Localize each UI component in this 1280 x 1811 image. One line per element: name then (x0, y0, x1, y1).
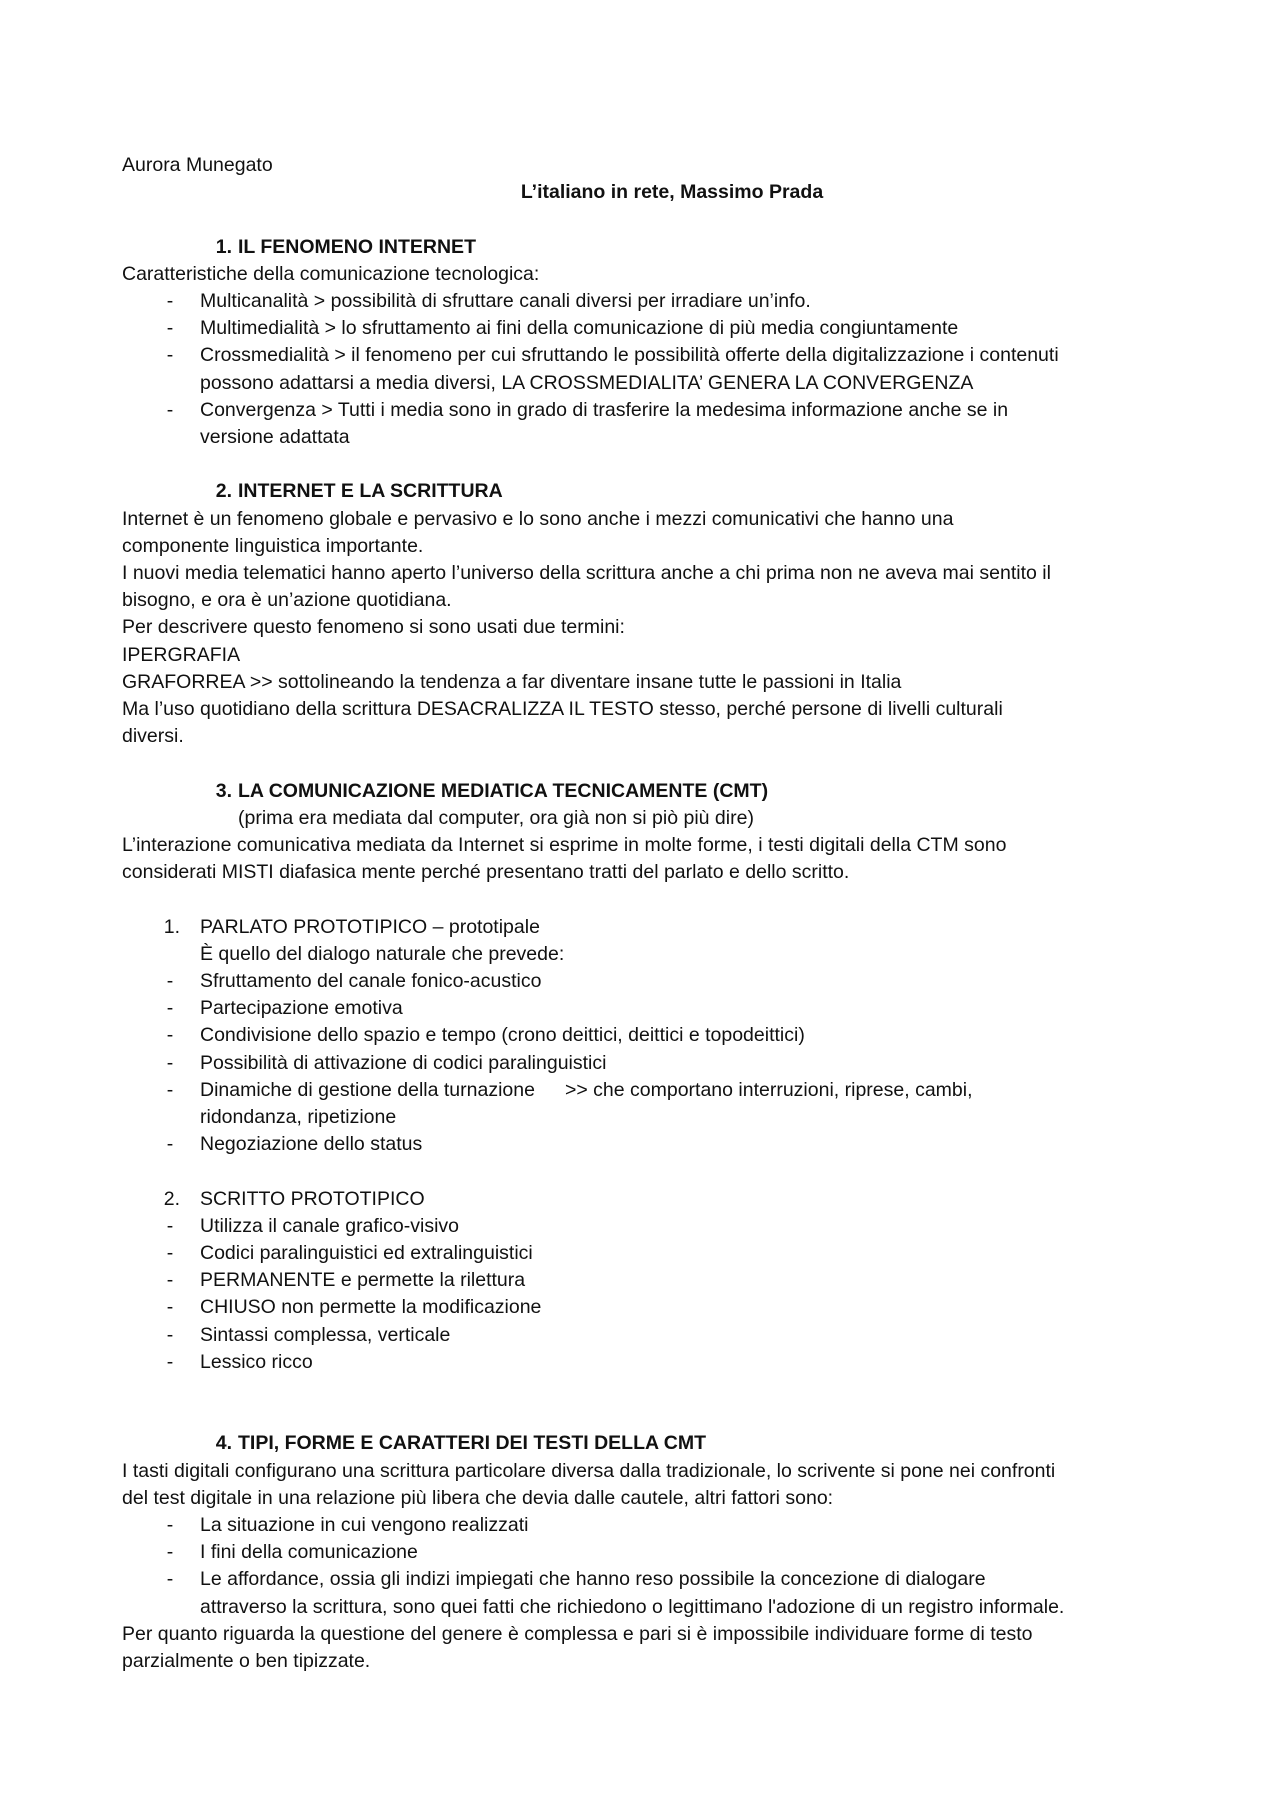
term-graforrea: GRAFORREA >> sottolineando la tendenza a far diventare insane tutte le passioni in Italia (122, 670, 902, 693)
list-item: - Negoziazione dello status (122, 1131, 1162, 1158)
section-4-heading (122, 1430, 1162, 1457)
section-number: 2. (215, 480, 232, 503)
bullet-dash: - (166, 1024, 174, 1047)
list-item: - Crossmedialità > il fenomeno per cui sfruttando le possibilità offerte della digitalizzazione i contenuti (122, 342, 1162, 369)
bullet-dash: - (166, 1051, 174, 1074)
subsection-scritto: 2. SCRITTO PROTOTIPICO (122, 1186, 1162, 1213)
paragraph-line: Per descrivere questo fenomeno si sono usati due termini: (122, 616, 625, 639)
bullet-dash: - (166, 1296, 174, 1319)
bullet-dash: - (166, 1078, 174, 1101)
list-item: - CHIUSO non permette la modificazione (122, 1294, 1162, 1321)
list-item: - PERMANENTE e permette la rilettura (122, 1267, 1162, 1294)
bullet-dash: - (166, 1350, 174, 1373)
bullet-dash: - (166, 317, 174, 340)
bullet-dash: - (166, 1133, 174, 1156)
paragraph-line: I nuovi media telematici hanno aperto l’universo della scrittura anche a chi prima non ne aveva mai sentito il (122, 562, 1051, 585)
list-item: - Dinamiche di gestione della turnazione >> che comportano interruzioni, riprese, cambi, (122, 1077, 1162, 1104)
section-3-subnote: (prima era mediata dal computer, ora già non si piò più dire) (238, 806, 754, 829)
paragraph-line: parzialmente o ben tipizzate. (122, 1650, 371, 1673)
section-3-heading (122, 778, 1162, 805)
paragraph-line: del test digitale in una relazione più libera che devia dalle cautele, altri fattori sono: (122, 1486, 834, 1509)
list-item: - Condivisione dello spazio e tempo (crono deittici, deittici e topodeittici) (122, 1022, 1162, 1049)
list-item: - Multimedialità > lo sfruttamento ai fini della comunicazione di più media congiuntamente (122, 315, 1162, 342)
list-item-continuation: versione adattata (200, 426, 350, 449)
turnazione-note: >> che comportano interruzioni, riprese, cambi, (564, 1078, 973, 1101)
paragraph-line: bisogno, e ora è un’azione quotidiana. (122, 589, 452, 612)
section-number: 1. (215, 235, 232, 258)
list-item: - Le affordance, ossia gli indizi impiegati che hanno reso possibile la concezione di dialogare (122, 1566, 1162, 1593)
paragraph-line: Internet è un fenomeno globale e pervasivo e lo sono anche i mezzi comunicativi che hanno una (122, 507, 954, 530)
section-1-intro: Caratteristiche della comunicazione tecnologica: (122, 262, 540, 285)
list-item: - Utilizza il canale grafico-visivo (122, 1213, 1162, 1240)
section-number: 4. (215, 1432, 232, 1455)
bullet-dash: - (166, 398, 174, 421)
list-item: - I fini della comunicazione (122, 1539, 1162, 1566)
list-item: - Sintassi complessa, verticale (122, 1322, 1162, 1349)
bullet-dash: - (166, 290, 174, 312)
paragraph-line: Ma l’uso quotidiano della scrittura DESACRALIZZA IL TESTO stesso, perché persone di livelli culturali (122, 698, 1003, 721)
list-item: - Possibilità di attivazione di codici paralinguistici (122, 1050, 1162, 1077)
list-item: - Codici paralinguistici ed extralinguistici (122, 1240, 1162, 1267)
term-ipergrafia: IPERGRAFIA (122, 643, 241, 666)
list-item-continuation: attraverso la scrittura, sono quei fatti che richiedono o legittimano l'adozione di un registro informale. (200, 1595, 1065, 1618)
subsection-number: 2. (163, 1187, 180, 1210)
paragraph-line: componente linguistica importante. (122, 534, 424, 557)
paragraph-line: diversi. (122, 725, 184, 748)
bullet-dash: - (166, 997, 174, 1020)
bullet-dash: - (166, 1214, 174, 1237)
list-item: - Multicanalità > possibilità di sfruttare canali diversi per irradiare un’info. (122, 288, 1162, 315)
subsection-intro: È quello del dialogo naturale che prevede: (200, 942, 565, 965)
bullet-dash: - (166, 970, 174, 993)
list-item: - La situazione in cui vengono realizzati (122, 1512, 1162, 1539)
subsection-number: 1. (163, 915, 180, 938)
list-item: - Convergenza > Tutti i media sono in grado di trasferire la medesima informazione anche se in (122, 397, 1162, 424)
list-item-continuation: ridondanza, ripetizione (200, 1106, 397, 1129)
section-2-heading (122, 478, 1162, 505)
bullet-dash: - (166, 1541, 174, 1564)
bullet-dash: - (166, 1242, 174, 1265)
document-page (122, 152, 1162, 1675)
section-1-heading (122, 234, 1162, 261)
list-item: - Partecipazione emotiva (122, 995, 1162, 1022)
bullet-dash: - (166, 1269, 174, 1292)
list-item-continuation: possono adattarsi a media diversi, LA CROSSMEDIALITA’ GENERA LA CONVERGENZA (200, 371, 974, 394)
section-number: 3. (215, 779, 232, 802)
section-title: INTERNET E LA SCRITTURA (238, 480, 503, 503)
section-title: IL FENOMENO INTERNET (238, 235, 476, 258)
paragraph-line: I tasti digitali configurano una scrittura particolare diversa dalla tradizionale, lo scrivente si pone nei confronti (122, 1459, 1056, 1482)
bullet-dash: - (166, 1514, 174, 1537)
section-title: TIPI, FORME E CARATTERI DEI TESTI DELLA CMT (238, 1432, 706, 1455)
document-title: L’italiano in rete, Massimo Prada (520, 181, 824, 204)
paragraph-line: considerati MISTI diafasica mente perché presentano tratti del parlato e dello scritto. (122, 861, 850, 884)
author-name: Aurora Munegato (122, 154, 273, 176)
list-item: - Sfruttamento del canale fonico-acustico (122, 968, 1162, 995)
paragraph-line: Per quanto riguarda la questione del genere è complessa e pari si è impossibile individuare forme di testo (122, 1622, 1033, 1645)
bullet-dash: - (166, 1323, 174, 1346)
section-title: LA COMUNICAZIONE MEDIATICA TECNICAMENTE (CMT) (238, 779, 769, 802)
bullet-dash: - (166, 344, 174, 367)
bullet-dash: - (166, 1568, 174, 1591)
paragraph-line: L’interazione comunicativa mediata da Internet si esprime in molte forme, i testi digitali della CTM sono (122, 834, 1007, 857)
subsection-parlato: 1. PARLATO PROTOTIPICO – prototipale (122, 914, 1162, 941)
list-item: - Lessico ricco (122, 1349, 1162, 1376)
